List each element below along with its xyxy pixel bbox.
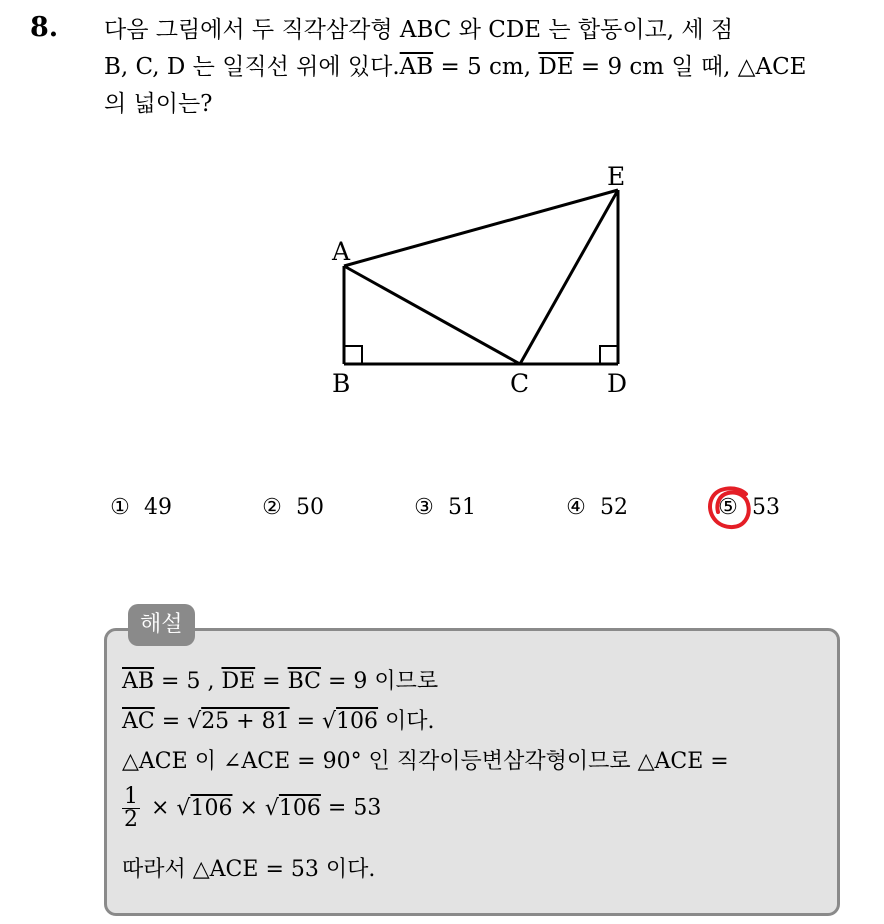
fraction-denominator: 2 bbox=[124, 807, 138, 832]
question-line-2-prefix: B, C, D 는 일직선 위에 있다. bbox=[104, 54, 400, 80]
choice-3-mark: ③ bbox=[414, 495, 434, 520]
sqrt-sum: √25 + 81 bbox=[187, 709, 290, 734]
label-c: C bbox=[510, 369, 530, 398]
fraction-numerator: 1 bbox=[124, 784, 138, 809]
sqrt-106-a-radicand: 106 bbox=[190, 795, 233, 821]
question-line-3: 의 넓이는? bbox=[104, 91, 213, 117]
sol-times-1: × bbox=[144, 795, 177, 821]
right-angle-d bbox=[600, 346, 618, 364]
sqrt-106-b-radicand: 106 bbox=[278, 795, 321, 821]
label-d: D bbox=[607, 369, 628, 398]
sol-seg-ac: $\overline{AC}$ bbox=[122, 709, 155, 734]
sqrt-sum-radicand: 25 + 81 bbox=[201, 709, 290, 734]
choice-5-value: 53 bbox=[752, 495, 780, 520]
sol-seg-de: $\overline{DE}$ bbox=[221, 669, 256, 694]
question-line-2 bbox=[104, 49, 864, 86]
sol-eq-3: = bbox=[154, 709, 188, 734]
sqrt-result-radicand: 106 bbox=[336, 709, 379, 734]
sol-seg-ab: $\overline{AB}$ bbox=[122, 669, 155, 694]
sqrt-106-b: √106 bbox=[264, 795, 321, 821]
sol-eq-1: = 5 , bbox=[154, 669, 222, 694]
choice-4[interactable] bbox=[564, 492, 628, 524]
choice-1-mark: ① bbox=[110, 495, 130, 520]
solution-line-3: △ACE 이 ∠ACE = 90° 인 직각이등변삼각형이므로 △ACE = bbox=[122, 749, 729, 774]
solution-line-1 bbox=[122, 664, 438, 695]
question-line-1: 다음 그림에서 두 직각삼각형 ABC 와 CDE 는 합동이고, 세 점 bbox=[104, 17, 734, 43]
question-text bbox=[104, 12, 864, 123]
fraction-half bbox=[122, 786, 140, 831]
choice-4-mark: ④ bbox=[566, 495, 586, 520]
triangle-figure bbox=[320, 158, 660, 408]
right-angle-b bbox=[344, 346, 362, 364]
solution-line-2 bbox=[122, 704, 435, 735]
de-value: = 9 cm 일 때, △ACE bbox=[573, 54, 807, 80]
sol-times-2: × bbox=[232, 795, 265, 821]
sqrt-result: √106 bbox=[322, 709, 379, 734]
sol-line-2-rest: 이다. bbox=[378, 709, 435, 734]
answer-check-circle-icon bbox=[704, 482, 756, 534]
choice-4-value: 52 bbox=[600, 495, 628, 520]
segment-ae-line bbox=[344, 190, 618, 266]
choice-2[interactable] bbox=[260, 492, 324, 524]
solution-line-4 bbox=[122, 786, 381, 831]
answer-circle-stroke bbox=[710, 488, 749, 527]
sol-line-4-rest: = 53 bbox=[320, 795, 382, 821]
sol-seg-bc: $\overline{BC}$ bbox=[287, 669, 322, 694]
segment-ce-line bbox=[520, 190, 618, 364]
sol-eq-2: = bbox=[255, 669, 288, 694]
choice-1-value: 49 bbox=[144, 495, 172, 520]
choice-1[interactable] bbox=[108, 492, 172, 524]
label-e: E bbox=[607, 162, 626, 191]
question-number: 8. bbox=[30, 12, 59, 43]
segment-de: $\overline{DE}$ bbox=[538, 54, 574, 80]
label-b: B bbox=[332, 369, 351, 398]
sol-eq-4: = bbox=[289, 709, 323, 734]
solution-tab: 해설 bbox=[128, 604, 195, 646]
choice-2-value: 50 bbox=[296, 495, 324, 520]
choice-2-mark: ② bbox=[262, 495, 282, 520]
sqrt-106-a: √106 bbox=[176, 795, 233, 821]
sol-line-1-rest: = 9 이므로 bbox=[321, 669, 439, 694]
choice-5-mark: ⑤ bbox=[718, 495, 738, 520]
ab-value: = 5 cm, bbox=[433, 54, 539, 80]
segment-ac-line bbox=[344, 266, 520, 364]
solution-line-5: 따라서 △ACE = 53 이다. bbox=[122, 857, 376, 882]
choice-3[interactable] bbox=[412, 492, 476, 524]
choice-3-value: 51 bbox=[448, 495, 476, 520]
label-a: A bbox=[332, 237, 351, 266]
segment-ab: $\overline{AB}$ bbox=[399, 54, 434, 80]
